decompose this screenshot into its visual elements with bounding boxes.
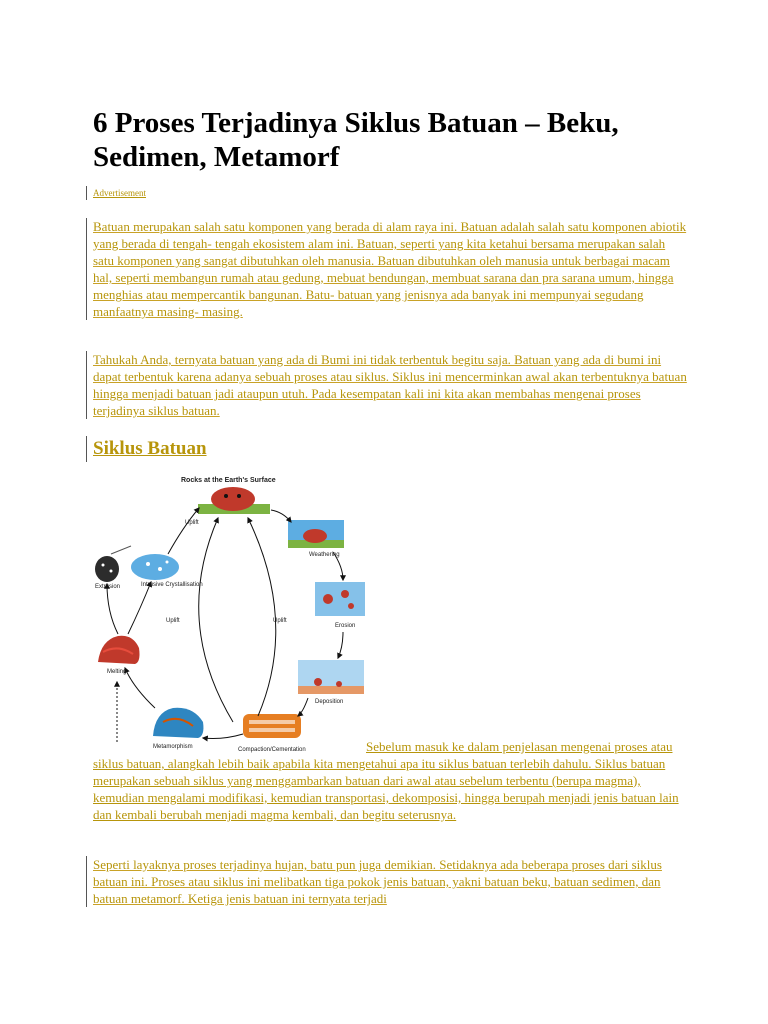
arrow-intrusive-to-surface — [168, 508, 199, 554]
label-compaction: Compaction/Cementation — [238, 747, 306, 753]
intrusive-icon — [131, 554, 179, 580]
label-melting: Melting — [107, 669, 127, 675]
compaction-icon — [243, 714, 301, 738]
article-title: 6 Proses Terjadinya Siklus Batuan – Beku, Sedimen, Metamorf — [93, 107, 619, 173]
paragraph-processes-text[interactable]: Seperti layaknya proses terjadinya hujan, batu pun juga demikian. Setidaknya ada beberapa proses dari siklus batuan ini. Proses atau siklus ini melibatkan tiga pokok jenis batuan, yakni batuan beku, batuan sedimen, dan batuan metamorf. Ketiga jenis batuan ini ternyata terjadi — [93, 857, 662, 906]
extrusion-icon — [95, 546, 131, 582]
label-uplift-top: Uplift — [185, 520, 199, 526]
erosion-icon — [315, 582, 365, 616]
paragraph-definition — [93, 738, 683, 823]
weathering-icon — [288, 520, 344, 548]
label-deposition: Deposition — [315, 699, 344, 705]
diagram-title: Rocks at the Earth's Surface — [181, 477, 276, 484]
label-uplift-right: Uplift — [273, 618, 287, 624]
label-weathering: Weathering — [309, 552, 340, 558]
label-uplift-left: Uplift — [166, 618, 180, 624]
arrow-melting-to-intrusive — [128, 582, 151, 634]
paragraph-intro — [86, 218, 689, 320]
metamorphism-icon — [153, 708, 203, 738]
rock-cycle-diagram — [93, 472, 368, 755]
arrow-deposition-to-compaction — [298, 698, 308, 716]
arrow-erosion-to-deposition — [338, 632, 343, 658]
paragraph-intro-text[interactable]: Batuan merupakan salah satu komponen yang berada di alam raya ini. Batuan adalah salah satu komponen abiotik yang berada di tengah- tengah ekosistem alam ini. Batuan, seperti yang kita ketahui bersama merupakan salah satu komponen yang sangat dibutuhkan oleh manusia. Batuan dibutuhkan oleh manusia untuk berbagai macam hal, seperti membangun rumah atau gedung, mebuat bendungan, membuat sarana dan pra sarana umum, hingga menghias atau mempercantik bangunan. Batu- batuan yang jenisnya ada banyak ini mempunyai segudang manfaatnya masing- masing. — [93, 219, 687, 319]
deposition-icon — [298, 660, 364, 694]
paragraph-formation — [86, 351, 689, 419]
section-heading-siklus-batuan[interactable]: Siklus Batuan — [86, 436, 207, 462]
label-erosion: Erosion — [335, 623, 356, 629]
label-extrusion: Extrusion — [95, 584, 121, 590]
label-intrusive: Intrusive Crystallisation — [141, 582, 203, 588]
arrow-uplift-right — [248, 518, 276, 716]
paragraph-formation-text[interactable]: Tahukah Anda, ternyata batuan yang ada di Bumi ini tidak terbentuk begitu saja. Batuan yang ada di bumi ini dapat terbentuk karena adanya sebuah proses atau siklus. Siklus ini mencerminkan awal akan terbentuknya batuan hingga menjadi batuan jadi ataupun utuh. Pada kesempatan kali ini kita akan membahas mengenai proses terjadinya siklus batuan. — [93, 352, 687, 418]
surface-rock-icon — [198, 487, 270, 514]
arrow-uplift-left — [199, 518, 233, 722]
arrow-melting-to-extrusion — [107, 584, 118, 634]
paragraph-definition-text[interactable]: Sebelum masuk ke dalam penjelasan mengenai proses atau siklus batuan, alangkah lebih baik apabila kita mengetahui apa itu siklus batuan terlebih dahulu. Siklus batuan merupakan sebuah siklus yang menggambarkan batuan dari awal atau sebelum terbentu (berupa magma), kemudian mengalami modifikasi, kemudian transportasi, dekomposisi, hingga berupah menjadi jenis batuan lain dan kembali berubah menjadi magma kembali, dan begitu seterusnya. — [93, 739, 679, 822]
arrow-metamorphism-to-melting — [125, 668, 155, 708]
melting-icon — [98, 636, 140, 664]
label-metamorphism: Metamorphism — [153, 744, 193, 750]
advertisement-link[interactable]: Advertisement — [86, 186, 146, 200]
paragraph-processes — [86, 856, 689, 907]
